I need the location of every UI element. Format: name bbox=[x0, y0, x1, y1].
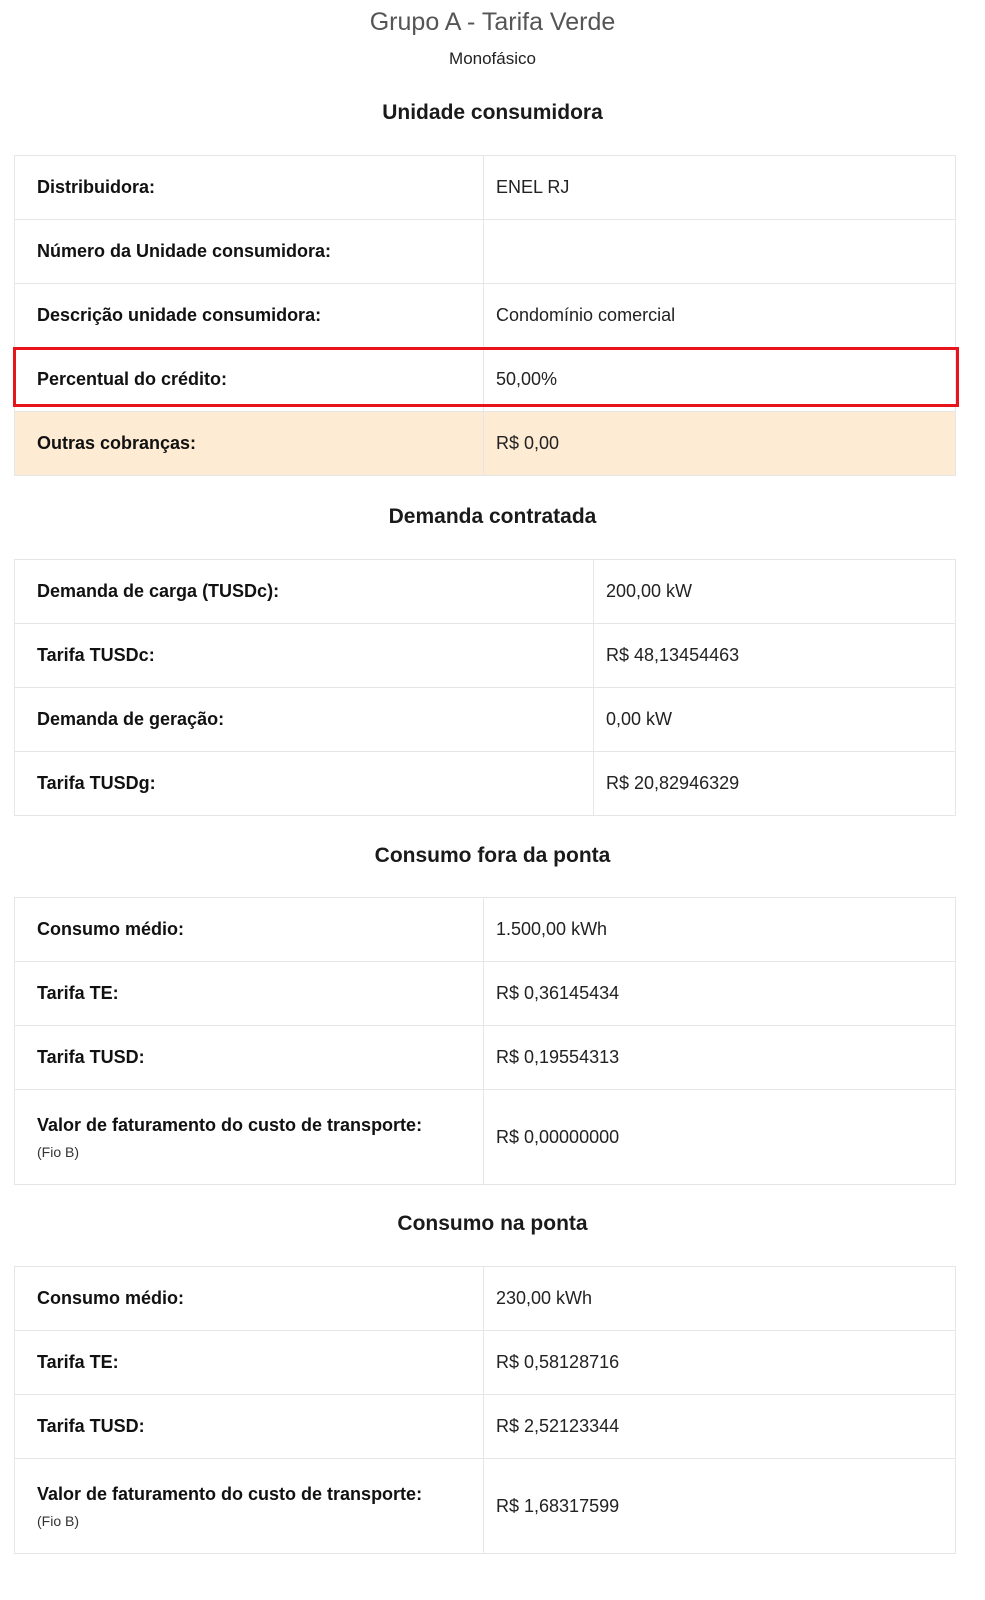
row-label: Demanda de geração: bbox=[15, 688, 594, 752]
table-row bbox=[15, 898, 956, 962]
row-value bbox=[484, 220, 956, 284]
table-row bbox=[15, 1026, 956, 1090]
row-value: 200,00 kW bbox=[594, 560, 956, 624]
row-label: Demanda de carga (TUSDc): bbox=[15, 560, 594, 624]
row-value: 230,00 kWh bbox=[484, 1267, 956, 1331]
row-value: R$ 0,58128716 bbox=[484, 1331, 956, 1395]
row-label: Descrição unidade consumidora: bbox=[15, 284, 484, 348]
table-row bbox=[15, 1395, 956, 1459]
table-fora-ponta bbox=[14, 897, 956, 1185]
table-unidade bbox=[14, 155, 956, 476]
section-title-demanda: Demanda contratada bbox=[388, 505, 597, 528]
row-label: Consumo médio: bbox=[15, 898, 484, 962]
row-label: Tarifa TUSD: bbox=[15, 1026, 484, 1090]
table-row bbox=[15, 156, 956, 220]
page-title: Grupo A - Tarifa Verde bbox=[369, 8, 616, 36]
section-title-fora-ponta: Consumo fora da ponta bbox=[374, 844, 611, 867]
table-na-ponta bbox=[14, 1266, 956, 1554]
row-label: Tarifa TE: bbox=[15, 1331, 484, 1395]
row-value: R$ 48,13454463 bbox=[594, 624, 956, 688]
row-label-note: (Fio B) bbox=[37, 1143, 79, 1160]
row-label: Tarifa TUSD: bbox=[15, 1395, 484, 1459]
row-value: R$ 0,36145434 bbox=[484, 962, 956, 1026]
table-row bbox=[15, 1331, 956, 1395]
table-row bbox=[15, 560, 956, 624]
row-label: Consumo médio: bbox=[15, 1267, 484, 1331]
row-label: Tarifa TUSDg: bbox=[15, 752, 594, 816]
table-row bbox=[15, 752, 956, 816]
row-value: R$ 0,19554313 bbox=[484, 1026, 956, 1090]
table-row bbox=[15, 1459, 956, 1554]
row-value: R$ 0,00 bbox=[484, 412, 956, 476]
row-value: ENEL RJ bbox=[484, 156, 956, 220]
table-row bbox=[15, 688, 956, 752]
row-value: 0,00 kW bbox=[594, 688, 956, 752]
row-label: Distribuidora: bbox=[15, 156, 484, 220]
row-label: Número da Unidade consumidora: bbox=[15, 220, 484, 284]
table-demanda bbox=[14, 559, 956, 816]
row-label-text: Valor de faturamento do custo de transporte: bbox=[37, 1483, 423, 1504]
row-label bbox=[15, 1090, 484, 1185]
row-value: 1.500,00 kWh bbox=[484, 898, 956, 962]
row-label: Percentual do crédito: bbox=[15, 348, 484, 412]
row-value: R$ 0,00000000 bbox=[484, 1090, 956, 1185]
page-subtitle: Monofásico bbox=[449, 49, 536, 68]
row-label: Outras cobranças: bbox=[15, 412, 484, 476]
row-value: Condomínio comercial bbox=[484, 284, 956, 348]
section-title-na-ponta: Consumo na ponta bbox=[397, 1212, 588, 1235]
table-row bbox=[15, 1090, 956, 1185]
table-row-highlighted bbox=[15, 412, 956, 476]
row-value: 50,00% bbox=[484, 348, 956, 412]
table-row bbox=[15, 220, 956, 284]
table-row bbox=[15, 284, 956, 348]
row-label: Tarifa TE: bbox=[15, 962, 484, 1026]
table-row bbox=[15, 962, 956, 1026]
row-label-note: (Fio B) bbox=[37, 1512, 79, 1529]
table-row bbox=[15, 348, 956, 412]
row-label bbox=[15, 1459, 484, 1554]
row-value: R$ 2,52123344 bbox=[484, 1395, 956, 1459]
row-label: Tarifa TUSDc: bbox=[15, 624, 594, 688]
table-row bbox=[15, 1267, 956, 1331]
row-label-text: Valor de faturamento do custo de transporte: bbox=[37, 1114, 423, 1135]
table-row bbox=[15, 624, 956, 688]
row-value: R$ 1,68317599 bbox=[484, 1459, 956, 1554]
section-title-unidade: Unidade consumidora bbox=[382, 101, 603, 124]
row-value: R$ 20,82946329 bbox=[594, 752, 956, 816]
